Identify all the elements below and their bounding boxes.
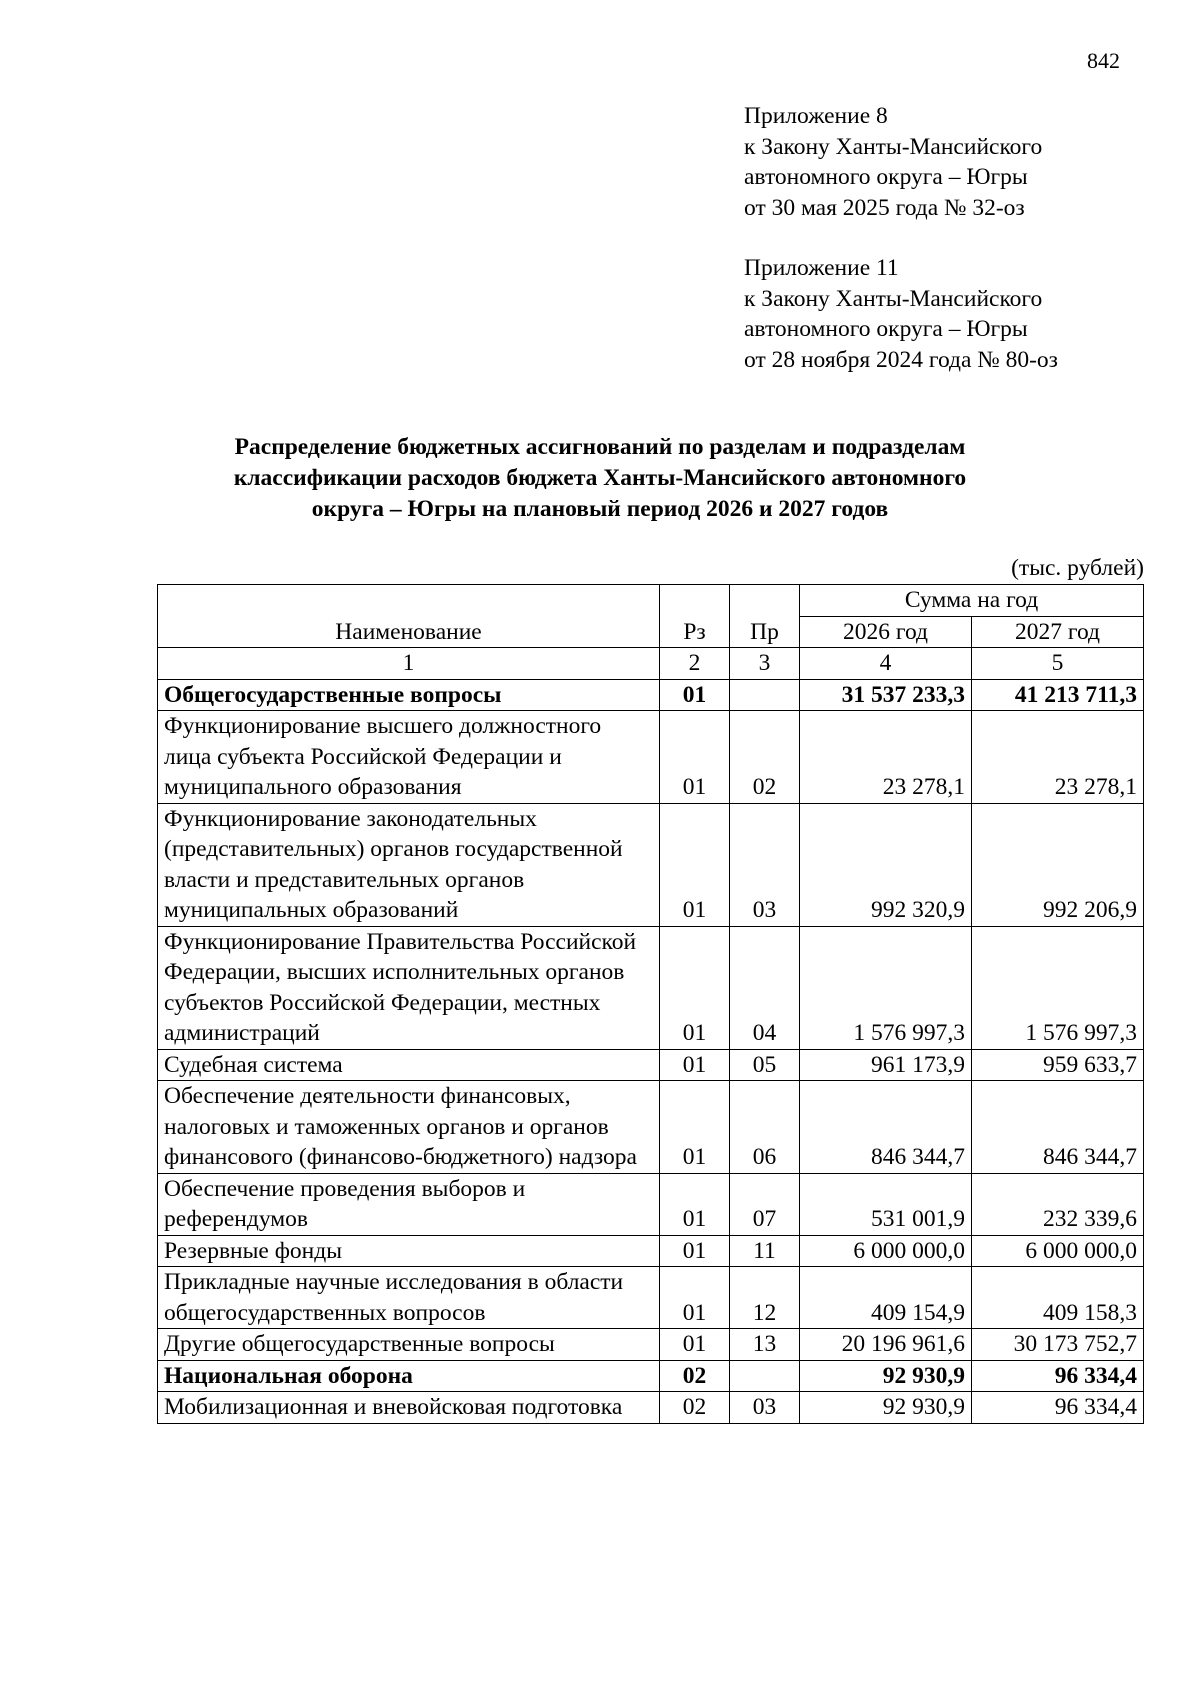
- row-pr: [730, 679, 800, 711]
- row-amount-2026: 846 344,7: [800, 1081, 972, 1174]
- row-pr: 11: [730, 1235, 800, 1267]
- table-row: [158, 803, 1144, 926]
- budget-table: [157, 584, 1144, 1424]
- row-amount-2027: 992 206,9: [972, 803, 1144, 926]
- row-rz: 01: [660, 1081, 730, 1174]
- row-pr: 03: [730, 1392, 800, 1424]
- column-numbers-row: [158, 648, 1144, 680]
- table-row: [158, 926, 1144, 1049]
- section-row: [158, 1360, 1144, 1392]
- row-amount-2027: 6 000 000,0: [972, 1235, 1144, 1267]
- column-number: 3: [730, 648, 800, 680]
- header-year-2026: 2026 год: [800, 616, 972, 648]
- appendix-line: автономного округа – Югры: [744, 316, 1028, 342]
- row-name: Функционирование Правительства Российской Федерации, высших исполнительных органов субъектов Российской Федерации, местных администраций: [158, 926, 660, 1049]
- row-pr: 04: [730, 926, 800, 1049]
- column-number: 5: [972, 648, 1144, 680]
- appendix-line: от 28 ноября 2024 года № 80-оз: [744, 346, 1058, 373]
- row-name: Резервные фонды: [158, 1235, 660, 1267]
- row-amount-2026: 961 173,9: [800, 1049, 972, 1081]
- row-amount-2027: 959 633,7: [972, 1049, 1144, 1081]
- row-rz: 01: [660, 1049, 730, 1081]
- row-name: Прикладные научные исследования в области общегосударственных вопросов: [158, 1267, 660, 1329]
- row-pr: 05: [730, 1049, 800, 1081]
- page-number: 842: [1087, 48, 1120, 73]
- title-line: классификации расходов бюджета Ханты-Мансийского автономного: [233, 465, 967, 491]
- row-amount-2026: 6 000 000,0: [800, 1235, 972, 1267]
- row-amount-2026: 20 196 961,6: [800, 1329, 972, 1361]
- row-rz: 01: [660, 711, 730, 804]
- row-name: Судебная система: [158, 1049, 660, 1081]
- row-rz: 01: [660, 803, 730, 926]
- row-rz: 01: [660, 1329, 730, 1361]
- row-rz: 02: [660, 1360, 730, 1392]
- row-amount-2026: 992 320,9: [800, 803, 972, 926]
- row-pr: [730, 1360, 800, 1392]
- row-amount-2027: 846 344,7: [972, 1081, 1144, 1174]
- table-row: [158, 1173, 1144, 1235]
- header-pr: Пр: [730, 585, 800, 648]
- row-rz: 02: [660, 1392, 730, 1424]
- column-number: 1: [158, 648, 660, 680]
- header-row-top: [158, 585, 1144, 617]
- row-name: Общегосударственные вопросы: [158, 679, 660, 711]
- title-line: округа – Югры на плановый период 2026 и 2027 годов: [311, 496, 889, 522]
- appendix-line: от 30 мая 2025 года № 32-оз: [744, 194, 1025, 221]
- column-number: 2: [660, 648, 730, 680]
- row-pr: 02: [730, 711, 800, 804]
- row-amount-2027: 96 334,4: [972, 1392, 1144, 1424]
- row-rz: 01: [660, 926, 730, 1049]
- row-amount-2027: 409 158,3: [972, 1267, 1144, 1329]
- row-amount-2026: 92 930,9: [800, 1360, 972, 1392]
- row-name: Функционирование законодательных (представительных) органов государственной власти и представительных органов муниципальных образований: [158, 803, 660, 926]
- table-row: [158, 1081, 1144, 1174]
- row-pr: 07: [730, 1173, 800, 1235]
- table-row: [158, 1329, 1144, 1361]
- table-row: [158, 1235, 1144, 1267]
- table-row: [158, 1392, 1144, 1424]
- row-pr: 12: [730, 1267, 800, 1329]
- table-row: [158, 711, 1144, 804]
- appendix-line: Приложение 8: [744, 103, 888, 129]
- row-amount-2027: 232 339,6: [972, 1173, 1144, 1235]
- row-rz: 01: [660, 679, 730, 711]
- appendix-line: автономного округа – Югры: [744, 164, 1028, 190]
- section-row: [158, 679, 1144, 711]
- header-name: Наименование: [158, 585, 660, 648]
- table-row: [158, 1267, 1144, 1329]
- row-name: Обеспечение проведения выборов и референдумов: [158, 1173, 660, 1235]
- document-title: [157, 432, 1043, 525]
- row-pr: 06: [730, 1081, 800, 1174]
- units-label: (тыс. рублей): [1011, 555, 1144, 581]
- row-name: Обеспечение деятельности финансовых, налоговых и таможенных органов и органов финансового (финансово-бюджетного) надзора: [158, 1081, 660, 1174]
- row-name: Функционирование высшего должностного лица субъекта Российской Федерации и муниципального образования: [158, 711, 660, 804]
- header-year-2027: 2027 год: [972, 616, 1144, 648]
- table-body: [158, 679, 1144, 1423]
- row-pr: 03: [730, 803, 800, 926]
- appendix-line: Приложение 11: [744, 255, 899, 281]
- row-amount-2026: 92 930,9: [800, 1392, 972, 1424]
- appendix-8-note: [744, 101, 1164, 223]
- title-line: Распределение бюджетных ассигнований по разделам и подразделам: [234, 434, 966, 460]
- row-pr: 13: [730, 1329, 800, 1361]
- row-amount-2027: 41 213 711,3: [972, 679, 1144, 711]
- row-amount-2026: 31 537 233,3: [800, 679, 972, 711]
- row-name: Мобилизационная и вневойсковая подготовка: [158, 1392, 660, 1424]
- row-amount-2027: 96 334,4: [972, 1360, 1144, 1392]
- row-name: Другие общегосударственные вопросы: [158, 1329, 660, 1361]
- row-amount-2026: 1 576 997,3: [800, 926, 972, 1049]
- row-name: Национальная оборона: [158, 1360, 660, 1392]
- row-rz: 01: [660, 1267, 730, 1329]
- table-row: [158, 1049, 1144, 1081]
- header-sum-group: Сумма на год: [800, 585, 1144, 617]
- row-amount-2026: 531 001,9: [800, 1173, 972, 1235]
- appendix-line: к Закону Ханты-Мансийского: [744, 133, 1043, 160]
- appendix-line: к Закону Ханты-Мансийского: [744, 285, 1043, 312]
- row-rz: 01: [660, 1235, 730, 1267]
- header-rz: Рз: [660, 585, 730, 648]
- appendix-11-note: [744, 253, 1164, 375]
- column-number: 4: [800, 648, 972, 680]
- row-amount-2027: 23 278,1: [972, 711, 1144, 804]
- row-amount-2026: 409 154,9: [800, 1267, 972, 1329]
- row-amount-2027: 1 576 997,3: [972, 926, 1144, 1049]
- row-rz: 01: [660, 1173, 730, 1235]
- row-amount-2026: 23 278,1: [800, 711, 972, 804]
- row-amount-2027: 30 173 752,7: [972, 1329, 1144, 1361]
